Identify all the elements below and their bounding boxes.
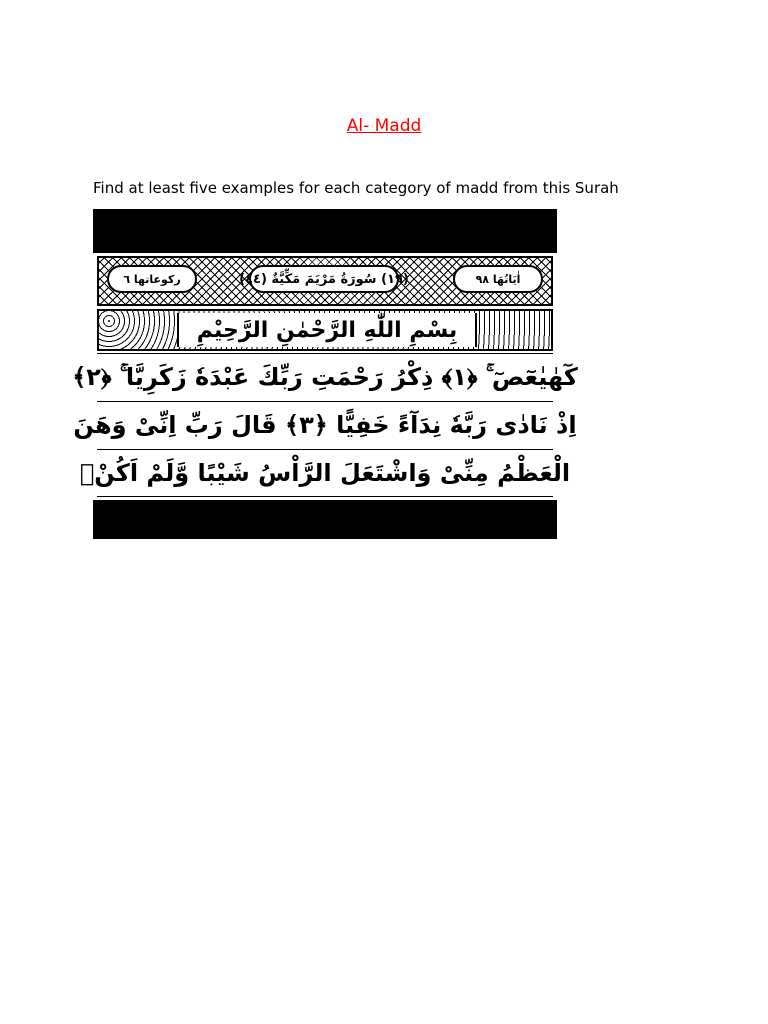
instruction-text: Find at least five examples for each category of madd from this Surah: [93, 179, 619, 197]
verse-line: اِذْ نَادٰى رَبَّهٗ نِدَآءً خَفِيًّا ﴿٣﴾ قَالَ رَبِّ اِنِّىْ وَهَنَ: [97, 401, 553, 448]
surah-header-band: [97, 256, 553, 306]
basmala-band: [97, 309, 553, 351]
surah-name-cartouche: (١٩) سُورَةُ مَرْيَمَ مَكِّيَّةٌ (٤٤): [249, 265, 399, 293]
page-title: Al- Madd: [346, 116, 422, 136]
mushaf-page: [72, 253, 578, 500]
verse-line: كٓهٰيٰعٓصٓ ۚ ﴿١﴾ ذِكْرُ رَحْمَتِ رَبِّكَ عَبْدَهٗ زَكَرِيَّا ۚ ﴿٢﴾: [97, 353, 553, 400]
basmala-text: بِسْمِ اللّٰهِ الرَّحْمٰنِ الرَّحِيْمِ: [177, 313, 477, 347]
ruku-count-cartouche: ركوعاتها ٦: [107, 265, 197, 293]
ayat-count-cartouche: اٰيَاتُهَا ٩٨: [453, 265, 543, 293]
quran-page-image: [72, 209, 578, 539]
verse-line: الْعَظْمُ مِنِّىْ وَاشْتَعَلَ الرَّاْسُ شَيْبًا وَّلَمْ اَكُنْۢ: [97, 449, 553, 497]
